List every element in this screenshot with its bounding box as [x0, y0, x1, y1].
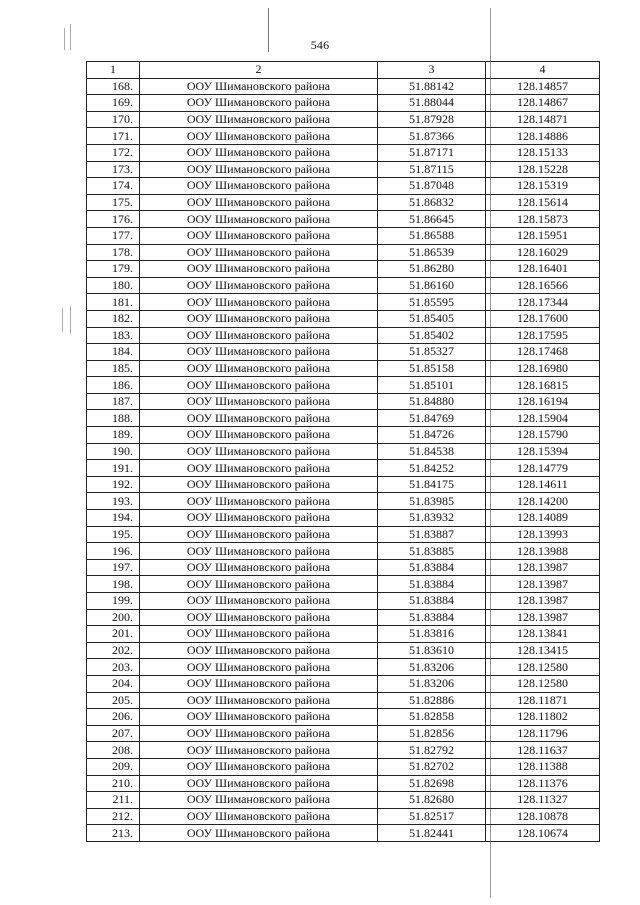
owner-name-cell: ООУ Шимановского района	[140, 310, 378, 327]
latitude-cell: 51.83932	[378, 510, 486, 527]
owner-name-cell: ООУ Шимановского района	[140, 211, 378, 228]
table-row	[87, 609, 600, 626]
longitude-cell: 128.15904	[486, 410, 600, 427]
longitude-cell: 128.14857	[486, 78, 600, 95]
column-header: 3	[378, 62, 486, 79]
latitude-cell: 51.85327	[378, 344, 486, 361]
longitude-cell: 128.17468	[486, 344, 600, 361]
longitude-cell: 128.13841	[486, 626, 600, 643]
latitude-cell: 51.86588	[378, 227, 486, 244]
table-row	[87, 294, 600, 311]
longitude-cell: 128.17344	[486, 294, 600, 311]
latitude-cell: 51.82517	[378, 808, 486, 825]
table-row	[87, 808, 600, 825]
latitude-cell: 51.85405	[378, 310, 486, 327]
owner-name-cell: ООУ Шимановского района	[140, 543, 378, 560]
row-number-cell: 192.	[87, 476, 140, 493]
table-row	[87, 111, 600, 128]
table-row	[87, 443, 600, 460]
owner-name-cell: ООУ Шимановского района	[140, 244, 378, 261]
owner-name-cell: ООУ Шимановского района	[140, 593, 378, 610]
owner-name-cell: ООУ Шимановского района	[140, 78, 378, 95]
row-number-cell: 210.	[87, 775, 140, 792]
page-number: 546	[310, 38, 330, 52]
longitude-cell: 128.15790	[486, 427, 600, 444]
latitude-cell: 51.86645	[378, 211, 486, 228]
owner-name-cell: ООУ Шимановского района	[140, 327, 378, 344]
longitude-cell: 128.15873	[486, 211, 600, 228]
row-number-cell: 182.	[87, 310, 140, 327]
latitude-cell: 51.87115	[378, 161, 486, 178]
row-number-cell: 172.	[87, 144, 140, 161]
table-row	[87, 543, 600, 560]
longitude-cell: 128.17600	[486, 310, 600, 327]
owner-name-cell: ООУ Шимановского района	[140, 410, 378, 427]
table-row	[87, 161, 600, 178]
row-number-cell: 196.	[87, 543, 140, 560]
table-row	[87, 675, 600, 692]
table-row	[87, 692, 600, 709]
row-number-cell: 212.	[87, 808, 140, 825]
longitude-cell: 128.13988	[486, 543, 600, 560]
longitude-cell: 128.15951	[486, 227, 600, 244]
owner-name-cell: ООУ Шимановского района	[140, 95, 378, 112]
owner-name-cell: ООУ Шимановского района	[140, 825, 378, 842]
table-row	[87, 709, 600, 726]
row-number-cell: 194.	[87, 510, 140, 527]
longitude-cell: 128.13987	[486, 609, 600, 626]
table-row	[87, 659, 600, 676]
latitude-cell: 51.83610	[378, 642, 486, 659]
longitude-cell: 128.11637	[486, 742, 600, 759]
row-number-cell: 199.	[87, 593, 140, 610]
table-row	[87, 95, 600, 112]
row-number-cell: 179.	[87, 261, 140, 278]
longitude-cell: 128.15133	[486, 144, 600, 161]
owner-name-cell: ООУ Шимановского района	[140, 344, 378, 361]
row-number-cell: 176.	[87, 211, 140, 228]
table-row	[87, 476, 600, 493]
longitude-cell: 128.12580	[486, 675, 600, 692]
longitude-cell: 128.13993	[486, 526, 600, 543]
row-number-cell: 178.	[87, 244, 140, 261]
row-number-cell: 174.	[87, 178, 140, 195]
column-header: 2	[140, 62, 378, 79]
latitude-cell: 51.85595	[378, 294, 486, 311]
owner-name-cell: ООУ Шимановского района	[140, 792, 378, 809]
row-number-cell: 195.	[87, 526, 140, 543]
owner-name-cell: ООУ Шимановского района	[140, 692, 378, 709]
table-row	[87, 460, 600, 477]
owner-name-cell: ООУ Шимановского района	[140, 144, 378, 161]
row-number-cell: 190.	[87, 443, 140, 460]
row-number-cell: 206.	[87, 709, 140, 726]
longitude-cell: 128.13415	[486, 642, 600, 659]
owner-name-cell: ООУ Шимановского района	[140, 526, 378, 543]
table-row	[87, 344, 600, 361]
table-row	[87, 775, 600, 792]
owner-name-cell: ООУ Шимановского района	[140, 758, 378, 775]
latitude-cell: 51.84175	[378, 476, 486, 493]
latitude-cell: 51.82441	[378, 825, 486, 842]
table-row	[87, 78, 600, 95]
table-row	[87, 144, 600, 161]
row-number-cell: 208.	[87, 742, 140, 759]
latitude-cell: 51.86160	[378, 277, 486, 294]
latitude-cell: 51.83884	[378, 609, 486, 626]
row-number-cell: 189.	[87, 427, 140, 444]
longitude-cell: 128.14089	[486, 510, 600, 527]
longitude-cell: 128.16815	[486, 377, 600, 394]
latitude-cell: 51.85101	[378, 377, 486, 394]
longitude-cell: 128.15394	[486, 443, 600, 460]
longitude-cell: 128.16401	[486, 261, 600, 278]
owner-name-cell: ООУ Шимановского района	[140, 476, 378, 493]
latitude-cell: 51.83884	[378, 576, 486, 593]
longitude-cell: 128.14611	[486, 476, 600, 493]
longitude-cell: 128.15228	[486, 161, 600, 178]
latitude-cell: 51.82702	[378, 758, 486, 775]
owner-name-cell: ООУ Шимановского района	[140, 227, 378, 244]
row-number-cell: 200.	[87, 609, 140, 626]
table-header-row	[87, 62, 600, 79]
owner-name-cell: ООУ Шимановского района	[140, 443, 378, 460]
table-row	[87, 277, 600, 294]
column-header: 4	[486, 62, 600, 79]
row-number-cell: 187.	[87, 393, 140, 410]
table-row	[87, 510, 600, 527]
row-number-cell: 169.	[87, 95, 140, 112]
table-row	[87, 194, 600, 211]
scan-artifact-line	[70, 306, 71, 334]
owner-name-cell: ООУ Шимановского района	[140, 709, 378, 726]
longitude-cell: 128.14871	[486, 111, 600, 128]
row-number-cell: 186.	[87, 377, 140, 394]
row-number-cell: 188.	[87, 410, 140, 427]
row-number-cell: 211.	[87, 792, 140, 809]
longitude-cell: 128.16194	[486, 393, 600, 410]
owner-name-cell: ООУ Шимановского района	[140, 642, 378, 659]
latitude-cell: 51.84769	[378, 410, 486, 427]
latitude-cell: 51.82680	[378, 792, 486, 809]
latitude-cell: 51.86832	[378, 194, 486, 211]
latitude-cell: 51.82792	[378, 742, 486, 759]
owner-name-cell: ООУ Шимановского района	[140, 559, 378, 576]
owner-name-cell: ООУ Шимановского района	[140, 609, 378, 626]
owner-name-cell: ООУ Шимановского района	[140, 360, 378, 377]
row-number-cell: 197.	[87, 559, 140, 576]
owner-name-cell: ООУ Шимановского района	[140, 725, 378, 742]
row-number-cell: 177.	[87, 227, 140, 244]
table-row	[87, 410, 600, 427]
owner-name-cell: ООУ Шимановского района	[140, 808, 378, 825]
latitude-cell: 51.83206	[378, 675, 486, 692]
longitude-cell: 128.13987	[486, 559, 600, 576]
table-row	[87, 758, 600, 775]
owner-name-cell: ООУ Шимановского района	[140, 626, 378, 643]
row-number-cell: 209.	[87, 758, 140, 775]
table-row	[87, 178, 600, 195]
owner-name-cell: ООУ Шимановского района	[140, 178, 378, 195]
longitude-cell: 128.14200	[486, 493, 600, 510]
row-number-cell: 185.	[87, 360, 140, 377]
latitude-cell: 51.83884	[378, 593, 486, 610]
owner-name-cell: ООУ Шимановского района	[140, 742, 378, 759]
table-row	[87, 626, 600, 643]
row-number-cell: 198.	[87, 576, 140, 593]
row-number-cell: 183.	[87, 327, 140, 344]
longitude-cell: 128.11327	[486, 792, 600, 809]
latitude-cell: 51.83816	[378, 626, 486, 643]
row-number-cell: 181.	[87, 294, 140, 311]
latitude-cell: 51.84252	[378, 460, 486, 477]
longitude-cell: 128.16566	[486, 277, 600, 294]
owner-name-cell: ООУ Шимановского района	[140, 128, 378, 145]
row-number-cell: 170.	[87, 111, 140, 128]
longitude-cell: 128.16029	[486, 244, 600, 261]
table-row	[87, 327, 600, 344]
owner-name-cell: ООУ Шимановского района	[140, 775, 378, 792]
latitude-cell: 51.84538	[378, 443, 486, 460]
owner-name-cell: ООУ Шимановского района	[140, 576, 378, 593]
longitude-cell: 128.15319	[486, 178, 600, 195]
owner-name-cell: ООУ Шимановского района	[140, 377, 378, 394]
row-number-cell: 203.	[87, 659, 140, 676]
latitude-cell: 51.86539	[378, 244, 486, 261]
longitude-cell: 128.15614	[486, 194, 600, 211]
table-row	[87, 742, 600, 759]
owner-name-cell: ООУ Шимановского района	[140, 493, 378, 510]
owner-name-cell: ООУ Шимановского района	[140, 510, 378, 527]
latitude-cell: 51.84880	[378, 393, 486, 410]
table-row	[87, 128, 600, 145]
table-row	[87, 377, 600, 394]
row-number-cell: 193.	[87, 493, 140, 510]
row-number-cell: 191.	[87, 460, 140, 477]
table-row	[87, 393, 600, 410]
table-row	[87, 427, 600, 444]
longitude-cell: 128.11388	[486, 758, 600, 775]
latitude-cell: 51.83206	[378, 659, 486, 676]
longitude-cell: 128.11376	[486, 775, 600, 792]
latitude-cell: 51.83885	[378, 543, 486, 560]
table-row	[87, 593, 600, 610]
table-row	[87, 576, 600, 593]
row-number-cell: 184.	[87, 344, 140, 361]
longitude-cell: 128.10674	[486, 825, 600, 842]
latitude-cell: 51.83884	[378, 559, 486, 576]
latitude-cell: 51.85158	[378, 360, 486, 377]
coordinates-table	[86, 61, 600, 842]
table-row	[87, 725, 600, 742]
table-row	[87, 244, 600, 261]
row-number-cell: 173.	[87, 161, 140, 178]
table-row	[87, 559, 600, 576]
latitude-cell: 51.87048	[378, 178, 486, 195]
owner-name-cell: ООУ Шимановского района	[140, 261, 378, 278]
latitude-cell: 51.87171	[378, 144, 486, 161]
latitude-cell: 51.83985	[378, 493, 486, 510]
longitude-cell: 128.11796	[486, 725, 600, 742]
latitude-cell: 51.88142	[378, 78, 486, 95]
latitude-cell: 51.83887	[378, 526, 486, 543]
longitude-cell: 128.10878	[486, 808, 600, 825]
table-row	[87, 227, 600, 244]
table-row	[87, 261, 600, 278]
scan-artifact-line	[62, 308, 63, 332]
row-number-cell: 207.	[87, 725, 140, 742]
longitude-cell: 128.11871	[486, 692, 600, 709]
row-number-cell: 180.	[87, 277, 140, 294]
owner-name-cell: ООУ Шимановского района	[140, 675, 378, 692]
latitude-cell: 51.84726	[378, 427, 486, 444]
row-number-cell: 202.	[87, 642, 140, 659]
table-row	[87, 526, 600, 543]
row-number-cell: 205.	[87, 692, 140, 709]
longitude-cell: 128.13987	[486, 576, 600, 593]
row-number-cell: 175.	[87, 194, 140, 211]
owner-name-cell: ООУ Шимановского района	[140, 161, 378, 178]
latitude-cell: 51.82856	[378, 725, 486, 742]
latitude-cell: 51.87928	[378, 111, 486, 128]
table-row	[87, 825, 600, 842]
latitude-cell: 51.82698	[378, 775, 486, 792]
row-number-cell: 171.	[87, 128, 140, 145]
table-row	[87, 792, 600, 809]
longitude-cell: 128.13987	[486, 593, 600, 610]
row-number-cell: 204.	[87, 675, 140, 692]
latitude-cell: 51.82858	[378, 709, 486, 726]
latitude-cell: 51.82886	[378, 692, 486, 709]
table-row	[87, 493, 600, 510]
longitude-cell: 128.14779	[486, 460, 600, 477]
table-row	[87, 310, 600, 327]
latitude-cell: 51.88044	[378, 95, 486, 112]
longitude-cell: 128.11802	[486, 709, 600, 726]
longitude-cell: 128.14867	[486, 95, 600, 112]
longitude-cell: 128.14886	[486, 128, 600, 145]
table-row	[87, 211, 600, 228]
owner-name-cell: ООУ Шимановского района	[140, 294, 378, 311]
table-row	[87, 642, 600, 659]
owner-name-cell: ООУ Шимановского района	[140, 393, 378, 410]
owner-name-cell: ООУ Шимановского района	[140, 460, 378, 477]
row-number-cell: 168.	[87, 78, 140, 95]
row-number-cell: 213.	[87, 825, 140, 842]
latitude-cell: 51.85402	[378, 327, 486, 344]
column-header: 1	[87, 62, 140, 79]
owner-name-cell: ООУ Шимановского района	[140, 427, 378, 444]
longitude-cell: 128.17595	[486, 327, 600, 344]
latitude-cell: 51.86280	[378, 261, 486, 278]
longitude-cell: 128.16980	[486, 360, 600, 377]
owner-name-cell: ООУ Шимановского района	[140, 111, 378, 128]
row-number-cell: 201.	[87, 626, 140, 643]
longitude-cell: 128.12580	[486, 659, 600, 676]
owner-name-cell: ООУ Шимановского района	[140, 277, 378, 294]
owner-name-cell: ООУ Шимановского района	[140, 659, 378, 676]
owner-name-cell: ООУ Шимановского района	[140, 194, 378, 211]
table-row	[87, 360, 600, 377]
latitude-cell: 51.87366	[378, 128, 486, 145]
